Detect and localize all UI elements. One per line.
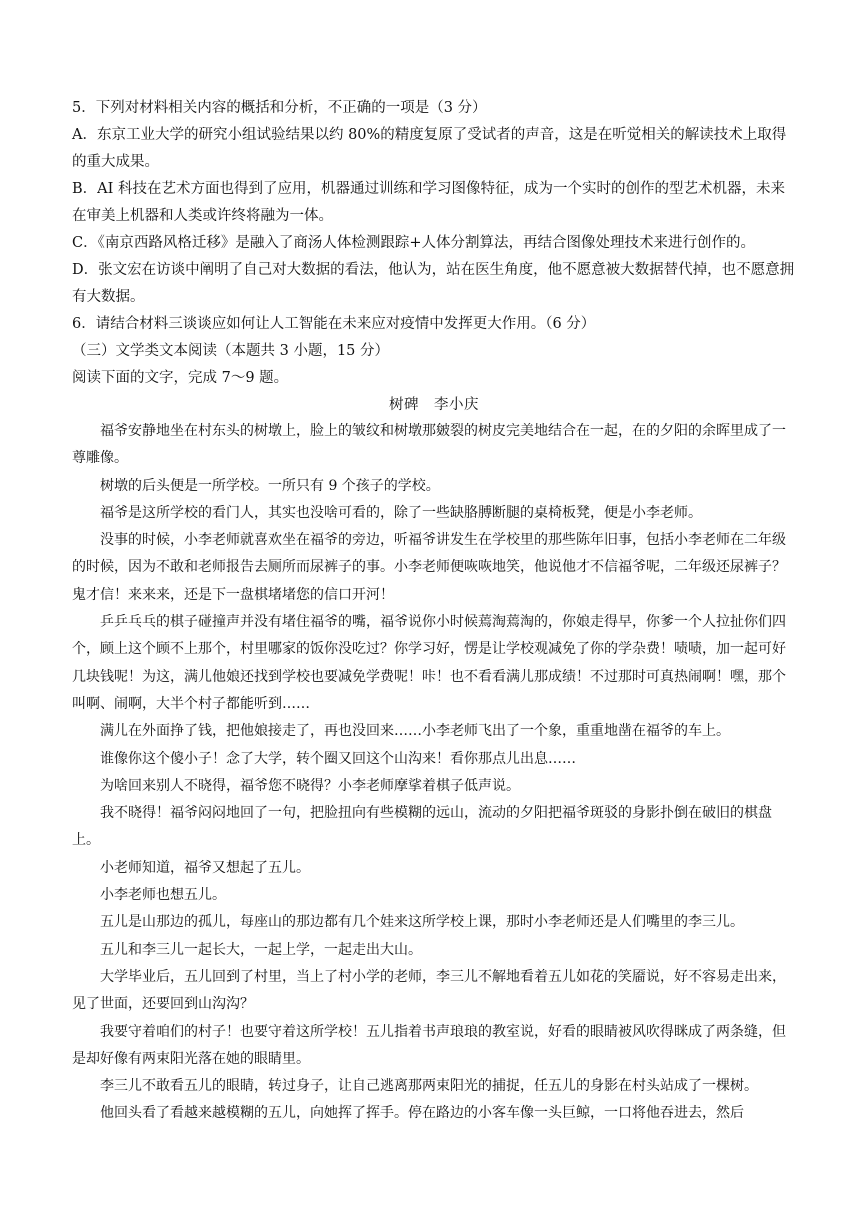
story-body <box>72 418 796 1128</box>
question-block <box>72 95 796 419</box>
story-paragraph: 没事的时候，小李老师就喜欢坐在福爷的旁边，听福爷讲发生在学校里的那些陈年旧事，包括小李老师在二年级的时候，因为不敢和老师报告去厕所而尿裤子的事。小李老师便咴咴地笑，他说他才不信福爷呢，二年级还尿裤子？鬼才信！来来来，还是下一盘棋堵堵您的信口开河！ <box>72 532 786 603</box>
question-5: 5．下列对材料相关内容的概括和分析，不正确的一项是（3 分） <box>72 100 487 116</box>
story-paragraph: 小老师知道，福爷又想起了五儿。 <box>100 859 310 876</box>
question-6: 6．请结合材料三谈谈应如何让人工智能在未来应对疫情中发挥更大作用。（6 分） <box>72 316 596 332</box>
story-title: 树碑 李小庆 <box>389 397 479 413</box>
option-b: B．AI 科技在艺术方面也得到了应用，机器通过训练和学习图像特征，成为一个实时的创作的型艺术机器，未来在审美上机器和人类或许终将融为一体。 <box>72 181 785 224</box>
story-paragraph: 树墩的后头便是一所学校。一所只有 9 个孩子的学校。 <box>100 477 440 494</box>
story-paragraph: 李三儿不敢看五儿的眼睛，转过身子，让自己逃离那两束阳光的捕捉，任五儿的身影在村头站成了一棵树。 <box>100 1078 758 1095</box>
story-paragraph: 谁像你这个傻小子！念了大学，转个圈又回这个山沟来！看你那点儿出息…… <box>100 750 576 767</box>
option-d: D．张文宏在访谈中阐明了自己对大数据的看法，他认为，站在医生角度，他不愿意被大数据替代掉，也不愿意拥有大数据。 <box>72 262 795 305</box>
story-paragraph: 五儿和李三儿一起长大，一起上学，一起走出大山。 <box>100 941 422 958</box>
story-paragraph: 为啥回来别人不晓得，福爷您不晓得？小李老师摩挲着棋子低声说。 <box>100 777 520 794</box>
story-paragraph: 满儿在外面挣了钱，把他娘接走了，再也没回来……小李老师飞出了一个象，重重地凿在福爷的车上。 <box>100 723 730 740</box>
story-paragraph: 我要守着咱们的村子！也要守着这所学校！五儿指着书声琅琅的教室说，好看的眼睛被风吹得眯成了两条缝，但是却好像有两束阳光落在她的眼睛里。 <box>72 1023 786 1067</box>
story-paragraph: 乒乒乓乓的棋子碰撞声并没有堵住福爷的嘴，福爷说你小时候蔫淘蔫淘的，你娘走得早，你爹一个人拉扯你们四个，顾上这个顾不上那个，村里哪家的饭你没吃过？你学习好，愣是让学校观减免了你的学杂费！啧啧，加一起可好几块钱呢！为这，满儿他娘还找到学校也要减免学费呢！咔！也不看看满儿那成绩！不过那时可真热闹啊！嘿，那个叫啊、闹啊，大半个村子都能听到…… <box>72 614 786 712</box>
option-c: C．《南京西路风格迁移》是融入了商汤人体检测跟踪+人体分割算法，再结合图像处理技术来进行创作的。 <box>72 235 755 251</box>
story-paragraph: 大学毕业后，五儿回到了村里，当上了村小学的老师，李三儿不解地看着五儿如花的笑靥说，好不容易走出来，见了世面，还要回到山沟沟？ <box>72 968 786 1013</box>
option-a: A．东京工业大学的研究小组试验结果以约 80%的精度复原了受试者的声音，这是在听觉相关的解读技术上取得的重大成果。 <box>72 127 787 170</box>
section-heading: （三）文学类文本阅读（本题共 3 小题，15 分） <box>72 343 390 359</box>
story-paragraph: 福爷是这所学校的看门人，其实也没啥可看的，除了一些缺胳膊断腿的桌椅板凳，便是小李老师。 <box>100 504 702 521</box>
section-instruction: 阅读下面的文字，完成 7～9 题。 <box>72 370 289 386</box>
story-paragraph: 小李老师也想五儿。 <box>100 887 226 904</box>
story-paragraph: 五儿是山那边的孤儿，每座山的那边都有几个娃来这所学校上课，那时小李老师还是人们嘴里的李三儿。 <box>100 914 744 931</box>
story-paragraph: 福爷安静地坐在村东头的树墩上，脸上的皱纹和树墩那皴裂的树皮完美地结合在一起，在的夕阳的余晖里成了一尊雕像。 <box>72 423 786 467</box>
story-paragraph: 我不晓得！福爷闷闷地回了一句，把脸扭向有些模糊的远山，流动的夕阳把福爷斑驳的身影扑倒在破旧的棋盘上。 <box>72 805 772 849</box>
story-paragraph: 他回头看了看越来越模糊的五儿，向她挥了挥手。停在路边的小客车像一头巨鲸，一口将他吞进去，然后 <box>100 1105 744 1122</box>
